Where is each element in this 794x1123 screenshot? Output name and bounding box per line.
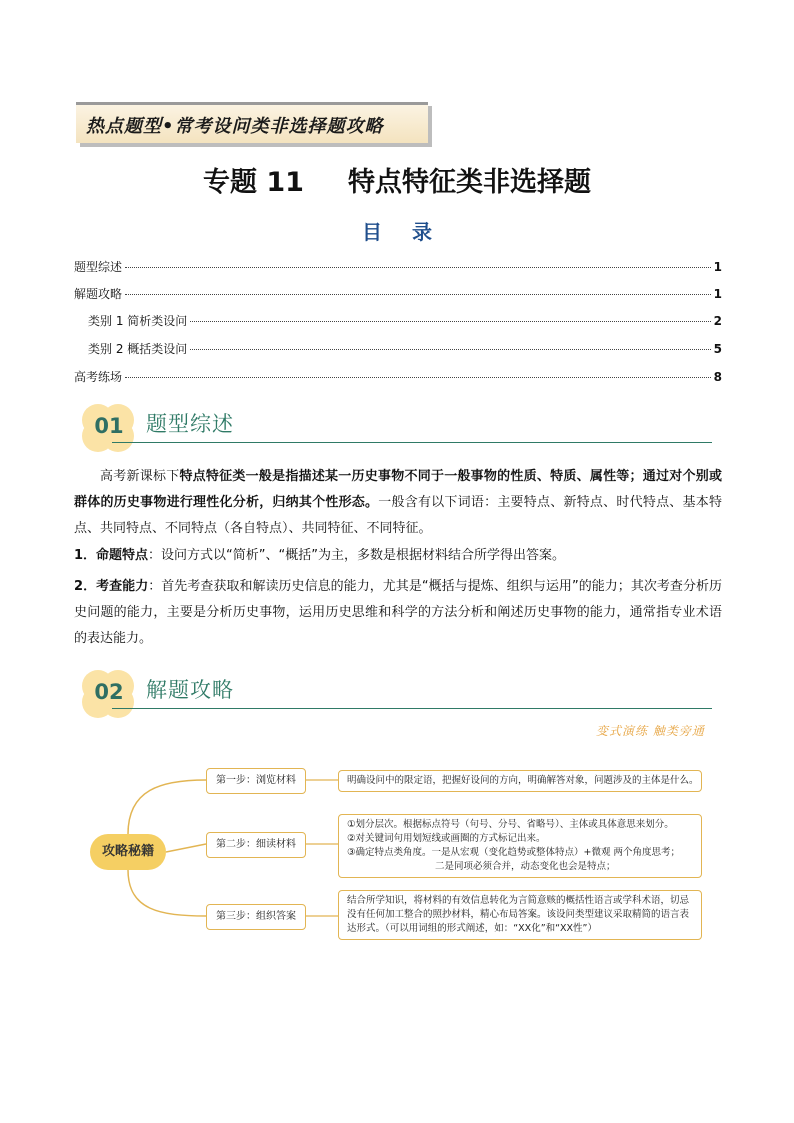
toc-item-page: 1 <box>713 287 722 301</box>
section-divider <box>112 708 712 709</box>
step-desc-read <box>338 814 702 878</box>
step-desc-line: ①划分层次。根据标点符号（句号、分号、省略号）、主体或具体意思来划分。 <box>347 819 674 830</box>
toc-item[interactable] <box>88 312 722 330</box>
toc-leader-dots <box>125 294 711 295</box>
step-node-read: 第二步：细读材料 <box>206 832 306 858</box>
toc-heading: 目录 <box>362 220 462 244</box>
toc-item-label: 类别 2 概括类设问 <box>88 342 188 356</box>
section-header-strategy <box>78 666 718 722</box>
step-node-browse: 第一步：浏览材料 <box>206 768 306 794</box>
section-title: 解题攻略 <box>146 678 234 702</box>
strategy-mindmap <box>90 760 710 950</box>
toc-leader-dots <box>125 377 711 378</box>
toc-item-page: 5 <box>713 342 722 356</box>
overview-definition: 特点特征类一般是指描述某一历史事物不同于一般事物的性质、特质、属性等；通过对个别或群体的历史事物进行理性化分析，归纳其个性形态。 <box>74 469 722 510</box>
step-desc-line: ②对关键词句用划短线或画圈的方式标记出来。 <box>347 833 546 844</box>
page-title <box>0 160 794 199</box>
overview-intro: 高考新课标下 <box>100 469 180 484</box>
step-desc-line: 结合所学知识，将材料的有效信息转化为言简意赅的概括性语言或学科术语，切忌没有任何加工整合的照抄材料，精心布局答案。该设问类型建议采取精简的语言表达形式。（可以用词组的形式阐述，如：“XX化”和“XX性”） <box>347 895 690 934</box>
topic-number: 专题 11 <box>203 167 304 198</box>
ability-text: ：首先考查获取和解读历史信息的能力，尤其是“概括与提炼、组织与运用”的能力；其次考查分析历史问题的能力，主要是分析历史事物，运用历史思维和科学的方法分析和阐述历史事物的能力，通常指专业术语的表达能力。 <box>74 579 722 646</box>
toc-item[interactable] <box>88 340 722 358</box>
step-desc-line: ③确定特点类角度。一是从宏观（变化趋势或整体特点）+微观 两个角度思考； <box>347 847 680 858</box>
feature-label: 1．命题特点 <box>74 548 149 563</box>
section-number: 01 <box>94 414 124 438</box>
tagline: 变式演练 触类旁通 <box>596 724 705 738</box>
step-desc-line: 明确设问中的限定语，把握好设问的方向，明确解答对象，问题涉及的主体是什么。 <box>347 775 699 786</box>
ability-label: 2．考查能力 <box>74 579 149 594</box>
header-banner <box>76 102 432 144</box>
section-divider <box>112 442 712 443</box>
toc-leader-dots <box>125 267 711 268</box>
feature-paragraph <box>74 543 722 569</box>
step-node-answer: 第三步：组织答案 <box>206 904 306 930</box>
toc-item-page: 2 <box>713 314 722 328</box>
toc-item[interactable] <box>74 285 722 303</box>
overview-paragraph <box>74 464 722 542</box>
topic-name: 特点特征类非选择题 <box>347 167 591 198</box>
toc-leader-dots <box>190 349 710 350</box>
section-number: 02 <box>94 680 124 704</box>
ability-paragraph <box>74 574 722 652</box>
step-desc-answer <box>338 890 702 940</box>
toc-item-label: 题型综述 <box>74 260 123 274</box>
toc-item-label: 类别 1 简析类设问 <box>88 314 188 328</box>
toc-item[interactable] <box>74 258 722 276</box>
overview-keywords: 一般含有以下词语：主要特点、新特点、时代特点、基本特点、共同特点、不同特点（各自特点）、共同特征、不同特征。 <box>74 495 722 536</box>
toc-item-page: 8 <box>713 370 722 384</box>
toc-item[interactable] <box>74 368 722 386</box>
feature-text: ：设问方式以“简析”、“概括”为主，多数是根据材料结合所学得出答案。 <box>148 548 565 563</box>
toc-leader-dots <box>190 321 710 322</box>
section-header-overview <box>78 400 718 456</box>
step-desc-browse <box>338 770 702 792</box>
toc-item-page: 1 <box>713 260 722 274</box>
toc-item-label: 高考练场 <box>74 370 123 384</box>
step-desc-line: 二是同项必须合并，动态变化也会是特点； <box>435 861 616 872</box>
mindmap-center-node: 攻略秘籍 <box>90 834 166 870</box>
section-title: 题型综述 <box>146 412 234 436</box>
toc-item-label: 解题攻略 <box>74 287 123 301</box>
banner-text: 热点题型•常考设问类非选择题攻略 <box>86 116 384 137</box>
